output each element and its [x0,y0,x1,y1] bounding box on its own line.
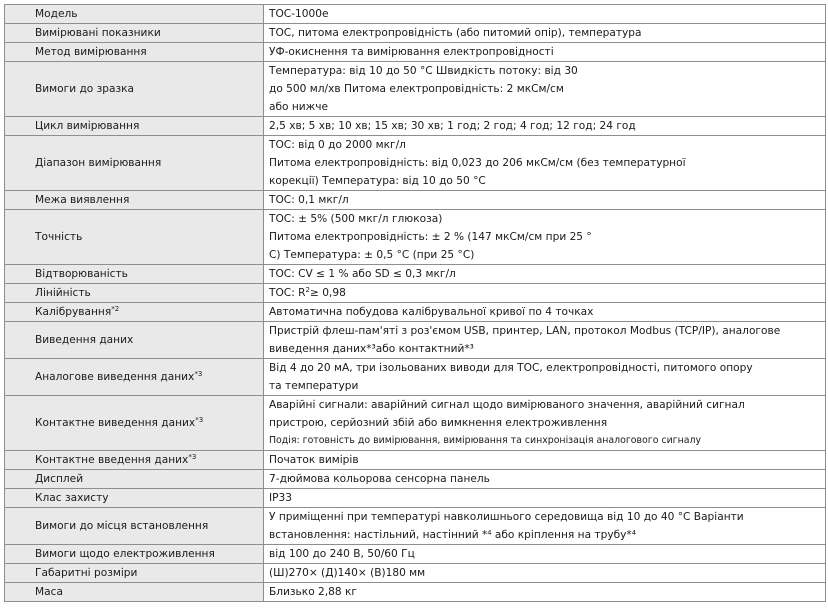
spec-value: 7-дюймова кольорова сенсорна панель [264,470,826,489]
spec-value: Близько 2,88 кг [264,583,826,602]
spec-row-weight [5,583,826,602]
spec-row-reproducibility [5,265,826,284]
spec-row-measured-parameters [5,24,826,43]
spec-value: 2,5 хв; 5 хв; 10 хв; 15 хв; 30 хв; 1 год; 2 год; 4 год; 12 год; 24 год [264,117,826,136]
spec-label: Контактне виведення даних$^{*3}$ [5,396,264,451]
spec-value: Початок вимірів [264,451,826,470]
spec-label: Клас захисту [5,489,264,508]
spec-label: Вимірювані показники [5,24,264,43]
spec-row-display [5,470,826,489]
spec-label: Цикл вимірювання [5,117,264,136]
spec-row-calibration [5,303,826,322]
spec-row-power-requirements [5,545,826,564]
spec-label: Дисплей [5,470,264,489]
spec-row-sample-requirements [5,62,826,117]
spec-value: TOC: ± 5% (500 мкг/л глюкоза) Питома електропровідність: ± 2 % (147 мкСм/см при 25 ° C) Температура: ± 0,5 °C (при 25 °C) [264,210,826,265]
spec-label: Лінійність [5,284,264,303]
spec-value: TOC: від 0 до 2000 мкг/л Питома електропровідність: від 0,023 до 206 мкСм/см (без температурної корекції) Температура: від 10 до 50 °C [264,136,826,191]
spec-row-measurement-range [5,136,826,191]
spec-row-detection-limit [5,191,826,210]
spec-value: TOC-1000e [264,5,826,24]
spec-value: Від 4 до 20 мА, три ізольованих виводи для TOC, електропровідності, питомого опору та температури [264,359,826,396]
spec-label: Калібрування$^{*2}$ [5,303,264,322]
spec-label: Вимоги до місця встановлення [5,508,264,545]
spec-row-contact-input [5,451,826,470]
spec-label: Аналогове виведення даних$^{*3}$ [5,359,264,396]
spec-row-measurement-method [5,43,826,62]
spec-label: Вимоги до зразка [5,62,264,117]
spec-value: (Ш)270× (Д)140× (В)180 мм [264,564,826,583]
spec-value: від 100 до 240 В, 50/60 Гц [264,545,826,564]
spec-row-linearity [5,284,826,303]
spec-label: Модель [5,5,264,24]
spec-value: У приміщенні при температурі навколишнього середовища від 10 до 40 °C Варіанти встановлення: настільний, настінний *⁴ або кріплення на трубу*⁴ [264,508,826,545]
spec-row-analog-output [5,359,826,396]
spec-row-accuracy [5,210,826,265]
spec-label: Маса [5,583,264,602]
spec-row-installation-requirements [5,508,826,545]
spec-value: Температура: від 10 до 50 °C Швидкість потоку: від 30 до 500 мл/хв Питома електропровідність: 2 мкСм/см або нижче [264,62,826,117]
spec-row-measurement-cycle [5,117,826,136]
spec-label: Вимоги щодо електроживлення [5,545,264,564]
specifications-table [4,4,826,602]
spec-value: TOC: $R^2\ge 0,98$ [264,284,826,303]
spec-label: Точність [5,210,264,265]
spec-row-data-output [5,322,826,359]
spec-row-contact-output [5,396,826,451]
spec-value: УФ-окиснення та вимірювання електропровідності [264,43,826,62]
spec-label: Діапазон вимірювання [5,136,264,191]
spec-value: TOC: 0,1 мкг/л [264,191,826,210]
spec-label: Габаритні розміри [5,564,264,583]
spec-label: Контактне введення даних$^{*3}$ [5,451,264,470]
spec-value: TOC: CV ≤ 1 % або SD ≤ 0,3 мкг/л [264,265,826,284]
spec-label: Межа виявлення [5,191,264,210]
spec-label: Метод вимірювання [5,43,264,62]
spec-row-dimensions [5,564,826,583]
spec-value: Аварійні сигнали: аварійний сигнал щодо вимірюваного значення, аварійний сигнал пристрою, серйозний збій або вимкнення електроживлення Подія: готовність до вимірювання, вимірювання та синхронізація аналогового сигналу [264,396,826,451]
spec-row-protection-class [5,489,826,508]
spec-label: Виведення даних [5,322,264,359]
spec-value: TOC, питома електропровідність (або питомий опір), температура [264,24,826,43]
spec-row-model [5,5,826,24]
spec-value: Пристрій флеш-пам'яті з роз'ємом USB, принтер, LAN, протокол Modbus (TCP/IP), аналогове виведення даних*³або контактний*³ [264,322,826,359]
spec-value: Автоматична побудова калібрувальної кривої по 4 точках [264,303,826,322]
spec-value: IP33 [264,489,826,508]
spec-label: Відтворюваність [5,265,264,284]
